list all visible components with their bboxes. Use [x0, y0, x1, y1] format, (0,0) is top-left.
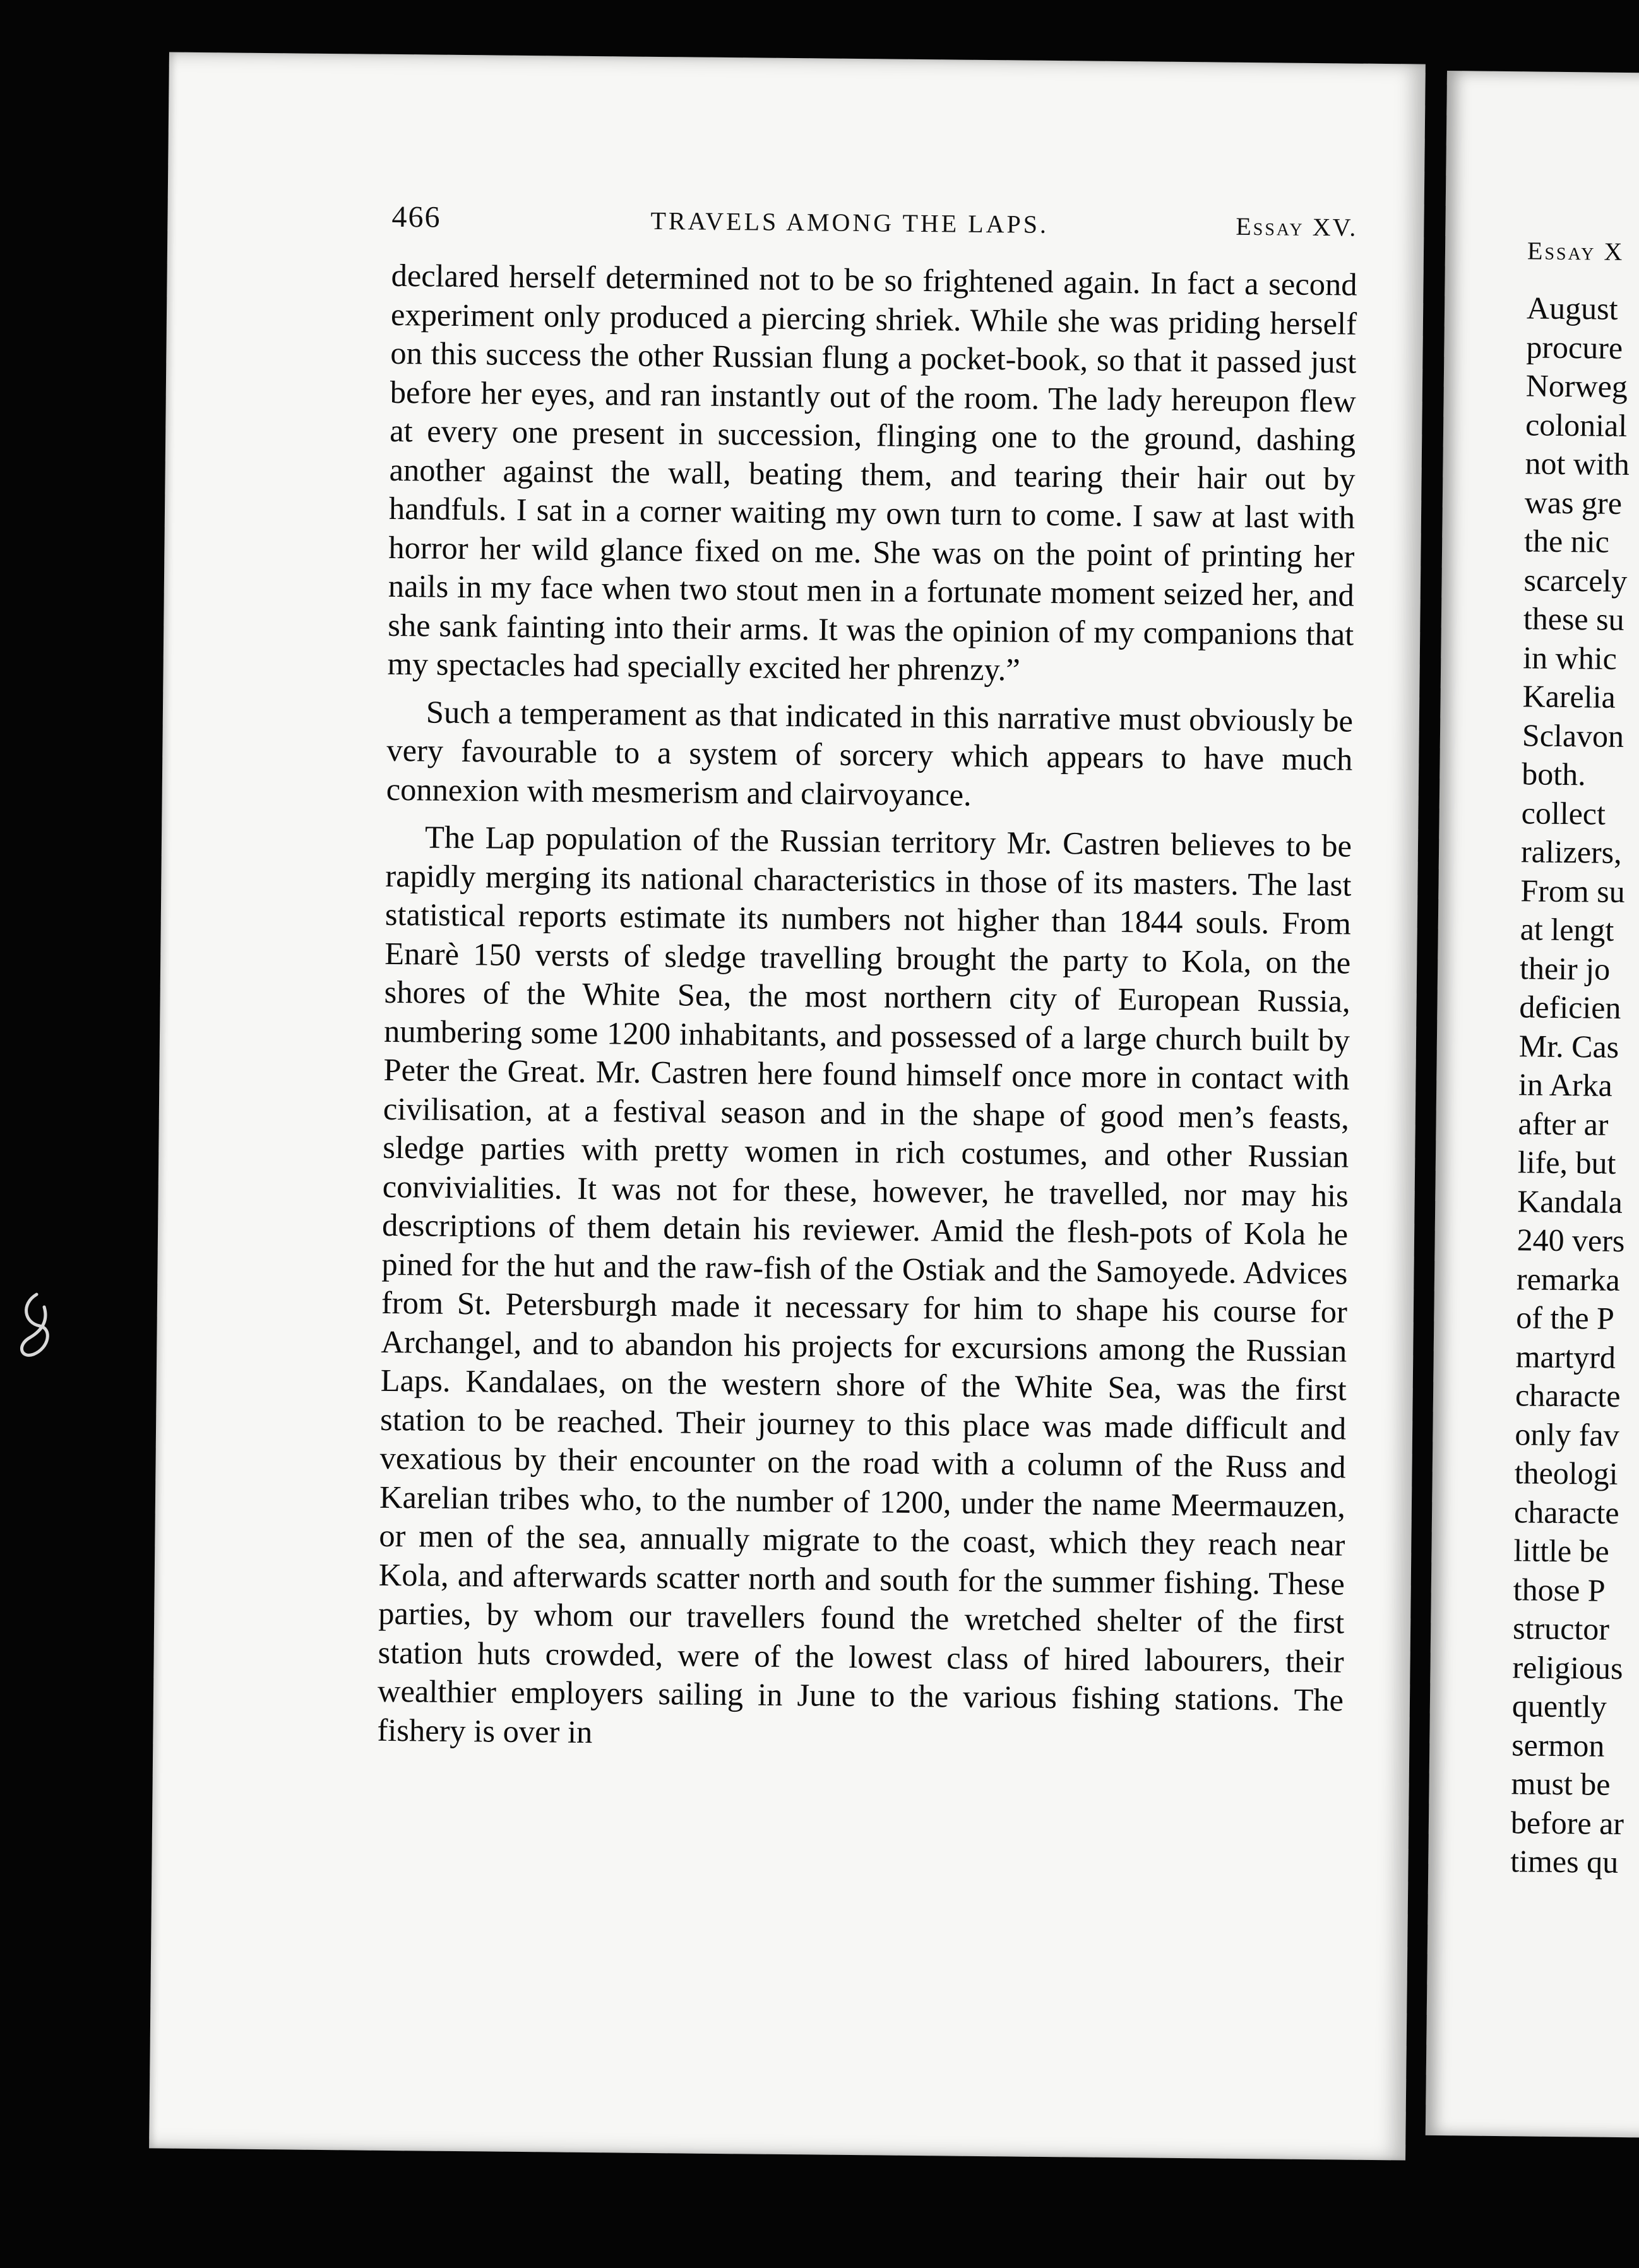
- text-line-fragment: both.: [1522, 756, 1587, 792]
- text-line-fragment: the nic: [1523, 523, 1610, 559]
- running-title: TRAVELS AMONG THE LAPS.: [650, 206, 1049, 239]
- text-line-fragment: scarcely: [1523, 561, 1628, 599]
- right-page-lines: [1510, 289, 1639, 1883]
- text-line-fragment: their jo: [1519, 950, 1611, 987]
- text-line-fragment: those P: [1513, 1571, 1606, 1608]
- text-line-fragment: times qu: [1510, 1843, 1619, 1880]
- text-line-fragment: Sclavon: [1522, 717, 1624, 754]
- text-line-fragment: Karelia: [1522, 678, 1616, 715]
- text-line-fragment: 240 vers: [1517, 1222, 1625, 1259]
- body-text: [377, 256, 1357, 1759]
- text-line-fragment: Kandala: [1517, 1183, 1623, 1220]
- left-page: [149, 52, 1426, 2161]
- text-line-fragment: little be: [1513, 1532, 1610, 1569]
- text-line-fragment: not with: [1525, 445, 1630, 482]
- text-line-fragment: procure: [1526, 328, 1623, 366]
- text-line-fragment: collect: [1521, 794, 1606, 832]
- text-line-fragment: sermon: [1511, 1726, 1605, 1764]
- text-line-fragment: martyrd: [1515, 1338, 1616, 1375]
- paragraph: declared herself determined not to be so frightened again. In fact a second experiment only produced a piercing shriek. While she was priding herself on this success the other Russian flung a pocket-book, so that it passed just before her eyes, and ran instantly out of the room. The lady hereupon flew at every one present in succession, flinging one to the ground, dashing another against the wall, beating them, and tearing their hair out by handfuls. I sat in a corner waiting my own turn to come. I saw at last with horror her wild glance fixed on me. She was on the point of printing her nails in my face when two stout men in a fortunate moment seized her, and she sank fainting into their arms. It was the opinion of my companions that my spectacles had specially excited her phrenzy.”: [387, 257, 1357, 688]
- text-line-fragment: Mr. Cas: [1518, 1027, 1619, 1065]
- text-line-fragment: Norweg: [1525, 367, 1628, 405]
- text-line-fragment: only fav: [1515, 1416, 1619, 1453]
- text-line-fragment: August: [1526, 290, 1618, 326]
- text-line-fragment: before ar: [1510, 1804, 1624, 1841]
- right-running-head: Essay X: [1527, 236, 1624, 266]
- text-line-fragment: was gre: [1524, 484, 1623, 521]
- text-line-fragment: at lengt: [1520, 911, 1614, 948]
- paragraph: Such a temperament as that indicated in this narrative must obviously be very favourable to a system of sorcery which appears to have much connexion with mesmerism and clairvoyance.: [386, 693, 1354, 813]
- right-page-content: [1510, 236, 1639, 1883]
- text-line-fragment: colonial: [1525, 406, 1628, 443]
- left-page-content: [377, 200, 1358, 1768]
- text-line-fragment: characte: [1515, 1377, 1621, 1414]
- text-line-fragment: characte: [1513, 1493, 1619, 1531]
- right-page-fragment: [1426, 71, 1639, 2138]
- text-line-fragment: quently: [1511, 1688, 1607, 1724]
- paragraph: The Lap population of the Russian territory Mr. Castren believes to be rapidly merging its national characteristics in those of its masters. The last statistical reports estimate its numbers not higher than 1844 souls. From Enarè 150 versts of sledge travelling brought the party to Kola, on the shores of the White Sea, the most northern city of European Russia, numbering some 1200 inhabitants, and possessed of a large church built by Peter the Great. Mr. Castren here found himself once more in contact with civilisation, at a festival season and in the shape of good men’s feasts, sledge parties with pretty women in rich costumes, and other Russian convivialities. It was not for these, however, he travelled, nor may his descriptions of them detain his reviewer. Amid the flesh-pots of Kola he pined for the hut and the raw-fish of the Ostiak and the Samoyede. Advices from St. Petersburgh made it necessary for him to shape his course for Archangel, and to abandon his projects for excursions among the Russian Laps. Kandalaes, on the western shore of the White Sea, was the first station to be reached. Their journey to this place was made difficult and vexatious by their encounter on the road with a column of the Russ and Karelian tribes who, to the number of 1200, under the name Meermauzen, or men of the sea, annually migrate to the coast, which they reach near Kola, and afterwards scatter north and south for the summer fishing. These parties, by whom our travellers found the wretched shelter of the first station huts crowded, were of the lowest class of hired labourers, their wealthier employers sailing in June to the various fishing stations. The fishery is over in: [377, 819, 1352, 1750]
- text-line-fragment: theologi: [1514, 1455, 1618, 1491]
- text-line-fragment: ralizers,: [1520, 833, 1622, 870]
- text-line-fragment: of the P: [1516, 1299, 1615, 1336]
- text-line-fragment: these su: [1523, 600, 1624, 637]
- page-number: 466: [391, 200, 441, 234]
- text-line-fragment: in whic: [1522, 639, 1618, 676]
- running-head: [391, 200, 1358, 260]
- text-line-fragment: in Arka: [1518, 1066, 1613, 1103]
- text-line-fragment: religious: [1512, 1649, 1623, 1686]
- essay-label: Essay XV.: [1236, 212, 1358, 242]
- margin-ink-mark: [11, 1288, 56, 1364]
- text-line-fragment: remarka: [1516, 1260, 1621, 1298]
- text-line-fragment: life, but: [1517, 1144, 1616, 1181]
- text-line-fragment: structor: [1512, 1610, 1610, 1647]
- text-line-fragment: deficien: [1519, 989, 1621, 1025]
- text-line-fragment: after ar: [1518, 1105, 1609, 1142]
- text-line-fragment: must be: [1511, 1765, 1611, 1802]
- text-line-fragment: From su: [1520, 872, 1626, 909]
